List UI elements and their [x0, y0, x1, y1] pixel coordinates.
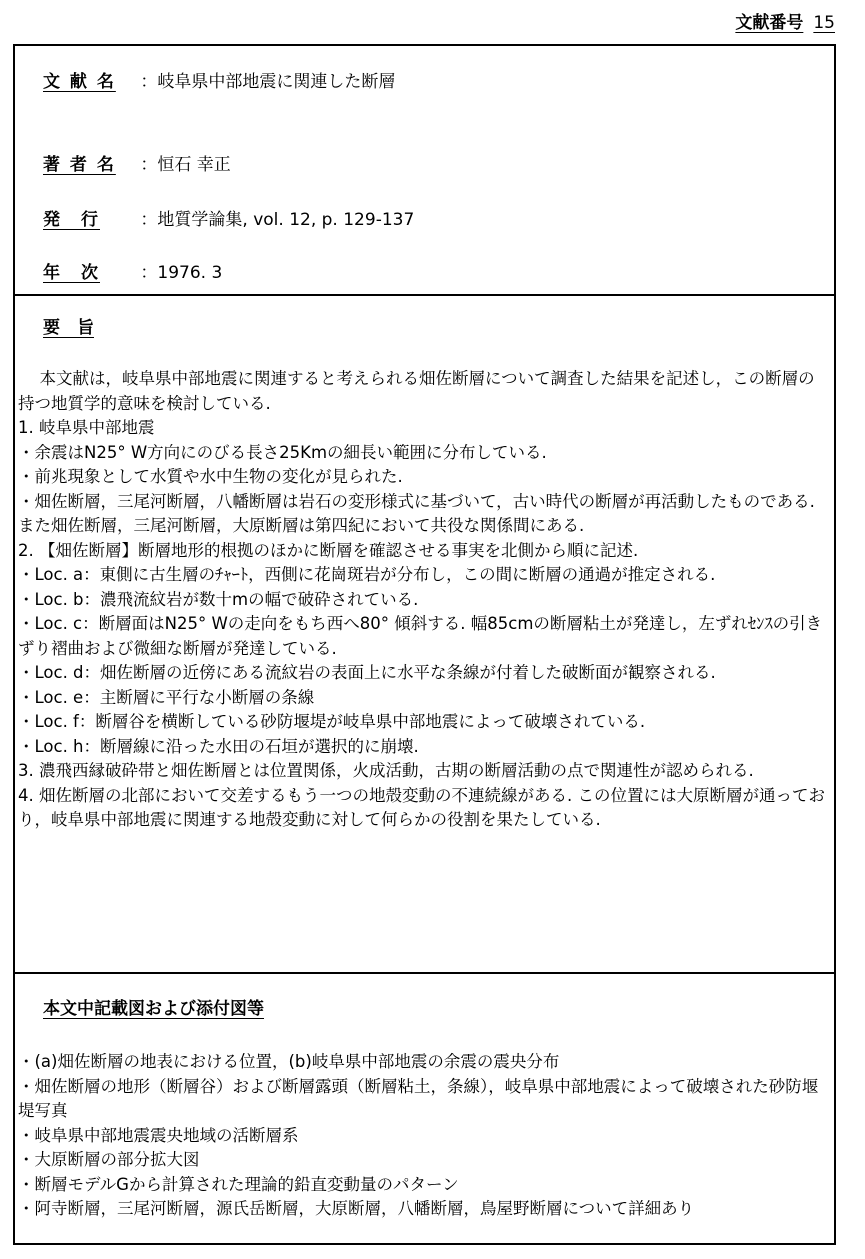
document-number-label: 文献番号 [735, 13, 804, 33]
figure-item: ・(a)畑佐断層の地表における位置，(b)岐阜県中部地震の余震の震央分布 [18, 1052, 560, 1071]
abstract-paragraph: ・Loc. d：畑佐断層の近傍にある流紋岩の表面上に水平な条線が付着した破断面が観察される. [18, 663, 716, 682]
abstract-paragraph: ・Loc. f：断層谷を横断している砂防堰堤が岐阜県中部地震によって破壊されている. [18, 712, 646, 731]
year-row [43, 258, 222, 283]
abstract-section [15, 294, 834, 974]
figure-item: ・畑佐断層の地形（断層谷）および断層露頭（断層粘土，条線），岐阜県中部地震によって破壊された砂防堰堤写真 [18, 1076, 819, 1120]
abstract-paragraph: 本文献は，岐阜県中部地震に関連すると考えられる畑佐断層について調査した結果を記述し，この断層の持つ地質学的意味を検討している. [18, 369, 815, 413]
figure-item: ・岐阜県中部地震震央地域の活断層系 [18, 1125, 299, 1145]
figure-item: ・断層モデルGから計算された理論的鉛直変動量のパターン [18, 1174, 459, 1194]
title-value: ：岐阜県中部地震に関連した断層 [140, 72, 396, 92]
figures-list [18, 1050, 830, 1222]
figures-heading: 本文中記載図および添付図等 [43, 999, 264, 1019]
abstract-paragraph: 4. 畑佐断層の北部において交差するもう一つの地殻変動の不連続線がある. この位置には大原断層が通っており，岐阜県中部地震に関連する地殻変動に対して何らかの役割を果たしている. [18, 785, 825, 829]
abstract-paragraph: ・余震はN25° W方向にのびる長さ25Kmの細長い範囲に分布している. [18, 442, 547, 462]
abstract-paragraph: ・畑佐断層，三尾河断層，八幡断層は岩石の変形様式に基づいて，古い時代の断層が再活動したものである. また畑佐断層，三尾河断層，大原断層は第四紀において共役な関係間にある. [18, 491, 815, 535]
figure-item: ・大原断層の部分拡大図 [18, 1150, 200, 1169]
metadata-section [15, 46, 834, 296]
document-number [735, 8, 853, 33]
abstract-paragraph: ・Loc. b：濃飛流紋岩が数十mの幅で破砕されている. [18, 589, 419, 609]
title-label: 文 献 名 [43, 72, 116, 92]
document-frame [13, 44, 836, 1245]
publisher-label: 発 行 [43, 210, 100, 230]
abstract-paragraph: ・Loc. a：東側に古生層のﾁｬｰﾄ，西側に花崗斑岩が分布し，この間に断層の通過が推定される. [18, 565, 716, 584]
document-number-value: 15 [813, 13, 835, 33]
title-row [43, 67, 395, 92]
abstract-paragraph: ・Loc. c：断層面はN25° Wの走向をもち西へ80° 傾斜する. 幅85cmの断層粘土が発達し，左ずれｾﾝｽの引きずり褶曲および微細な断層が発達している. [18, 614, 823, 658]
authors-label: 著 者 名 [43, 155, 116, 175]
abstract-body [18, 367, 830, 833]
publisher-value: ：地質学論集, vol. 12, p. 129-137 [140, 210, 415, 230]
abstract-paragraph: 2. 【畑佐断層】断層地形的根拠のほかに断層を確認させる事実を北側から順に記述. [18, 540, 639, 560]
figures-section [15, 972, 834, 1243]
authors-row [43, 150, 231, 175]
publisher-row [43, 205, 414, 230]
abstract-paragraph: ・前兆現象として水質や水中生物の変化が見られた. [18, 467, 403, 486]
abstract-paragraph: 3. 濃飛西縁破砕帯と畑佐断層とは位置関係，火成活動，古期の断層活動の点で関連性が認められる. [18, 761, 754, 780]
abstract-heading: 要 旨 [43, 318, 94, 338]
figure-item: ・阿寺断層，三尾河断層，源氏岳断層，大原断層，八幡断層，鳥屋野断層について詳細あり [18, 1199, 695, 1218]
abstract-paragraph: ・Loc. h：断層線に沿った水田の石垣が選択的に崩壊. [18, 736, 419, 756]
abstract-paragraph: ・Loc. e：主断層に平行な小断層の条線 [18, 687, 315, 707]
abstract-paragraph: 1. 岐阜県中部地震 [18, 418, 155, 437]
year-label: 年 次 [43, 263, 100, 283]
year-value: ：1976. 3 [140, 263, 223, 283]
authors-value: ：恒石 幸正 [140, 155, 231, 175]
